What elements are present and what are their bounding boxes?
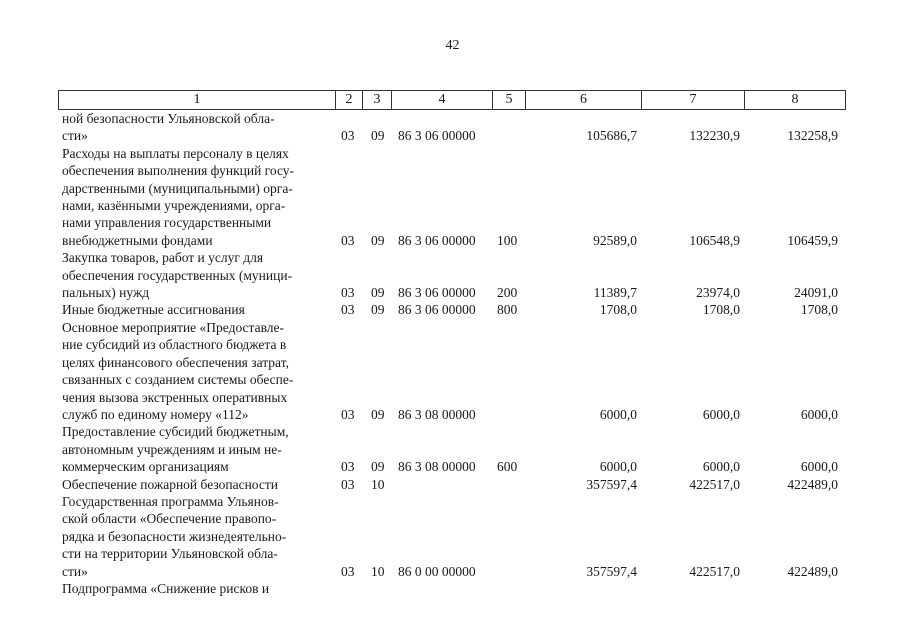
expense-type-code: 200 (497, 285, 518, 301)
header-cell-4: 4 (391, 90, 493, 110)
amount-col-6: 357597,4 (586, 563, 637, 579)
target-article-code: 86 3 06 00000 (398, 285, 476, 301)
amount-col-8: 422489,0 (787, 476, 838, 492)
amount-col-8: 6000,0 (800, 406, 838, 422)
amount-col-7: 6000,0 (702, 406, 740, 422)
description-line: Закупка товаров, работ и услуг для (62, 250, 264, 266)
section-code: 03 (341, 128, 355, 144)
amount-col-8: 106459,9 (787, 232, 838, 248)
description-line: Подпрограмма «Снижение рисков и (62, 580, 270, 596)
description-line: нами, казёнными учреждениями, орга- (62, 198, 286, 214)
amount-col-6: 6000,0 (599, 406, 637, 422)
description-line: Основное мероприятие «Предоставле- (62, 319, 285, 335)
header-cell-8: 8 (744, 90, 846, 110)
header-cell-1: 1 (58, 90, 336, 110)
table-row (0, 319, 905, 423)
amount-col-6: 6000,0 (599, 459, 637, 475)
table-row (0, 301, 905, 318)
description-line: внебюджетными фондами (62, 232, 213, 248)
section-code: 03 (341, 232, 355, 248)
table-row (0, 493, 905, 580)
expense-type-code: 100 (497, 232, 518, 248)
row-values (0, 284, 905, 301)
description-line: обеспечения выполнения функций госу- (62, 163, 295, 179)
amount-col-8: 24091,0 (794, 285, 838, 301)
table-row (0, 145, 905, 249)
header-cell-3: 3 (362, 90, 392, 110)
expense-type-code: 800 (497, 302, 518, 318)
row-values (0, 301, 905, 318)
header-cell-2: 2 (335, 90, 363, 110)
description-line: ской области «Обеспечение правопо- (62, 511, 277, 527)
description-line: чения вызова экстренных оперативных (62, 389, 288, 405)
amount-col-7: 106548,9 (689, 232, 740, 248)
table-body (0, 110, 905, 597)
amount-col-8: 6000,0 (800, 459, 838, 475)
amount-col-6: 11389,7 (593, 285, 637, 301)
amount-col-7: 422517,0 (689, 563, 740, 579)
amount-col-7: 422517,0 (689, 476, 740, 492)
description-line: дарственными (муниципальными) орга- (62, 180, 293, 196)
description-line: связанных с созданием системы обеспе- (62, 372, 294, 388)
subsection-code: 09 (371, 406, 385, 422)
row-values (0, 406, 905, 423)
row-values (0, 476, 905, 493)
description-line: автономным учреждениям и иным не- (62, 441, 282, 457)
header-cell-6: 6 (525, 90, 642, 110)
table-row (0, 110, 905, 145)
section-code: 03 (341, 459, 355, 475)
table-row (0, 476, 905, 493)
description-line: Расходы на выплаты персоналу в целях (62, 145, 289, 161)
amount-col-8: 1708,0 (800, 302, 838, 318)
description-line: сти» (62, 128, 88, 144)
section-code: 03 (341, 406, 355, 422)
amount-col-7: 1708,0 (702, 302, 740, 318)
row-values (0, 232, 905, 249)
description-line: служб по единому номеру «112» (62, 406, 249, 422)
row-values (0, 563, 905, 580)
subsection-code: 09 (371, 128, 385, 144)
amount-col-6: 357597,4 (586, 476, 637, 492)
subsection-code: 09 (371, 302, 385, 318)
row-values (0, 458, 905, 475)
description-line: ной безопасности Ульяновской обла- (62, 111, 275, 126)
target-article-code: 86 0 00 00000 (398, 563, 476, 579)
description-line: Предоставление субсидий бюджетным, (62, 424, 289, 440)
amount-col-8: 422489,0 (787, 563, 838, 579)
amount-col-7: 132230,9 (689, 128, 740, 144)
target-article-code: 86 3 06 00000 (398, 128, 476, 144)
section-code: 03 (341, 302, 355, 318)
description-line: обеспечения государственных (муници- (62, 267, 293, 283)
amount-col-6: 105686,7 (586, 128, 637, 144)
description-line: сти» (62, 563, 88, 579)
amount-col-6: 1708,0 (599, 302, 637, 318)
expense-type-code: 600 (497, 459, 518, 475)
row-values (0, 127, 905, 144)
description-line: сти на территории Ульяновской обла- (62, 546, 278, 562)
subsection-code: 10 (371, 476, 385, 492)
description-line: коммерческим организациям (62, 459, 229, 475)
description-line: ние субсидий из областного бюджета в (62, 337, 287, 353)
description-line: целях финансового обеспечения затрат, (62, 354, 289, 370)
subsection-code: 10 (371, 563, 385, 579)
subsection-code: 09 (371, 232, 385, 248)
description-line: рядка и безопасности жизнедеятельно- (62, 528, 287, 544)
amount-col-8: 132258,9 (787, 128, 838, 144)
amount-col-7: 6000,0 (702, 459, 740, 475)
target-article-code: 86 3 06 00000 (398, 302, 476, 318)
target-article-code: 86 3 08 00000 (398, 459, 476, 475)
row-values (0, 580, 905, 597)
subsection-code: 09 (371, 285, 385, 301)
subsection-code: 09 (371, 459, 385, 475)
description-line: Обеспечение пожарной безопасности (62, 476, 279, 492)
amount-col-6: 92589,0 (593, 232, 637, 248)
section-code: 03 (341, 285, 355, 301)
description-line: Государственная программа Ульянов- (62, 493, 279, 509)
section-code: 03 (341, 476, 355, 492)
table-row (0, 423, 905, 475)
header-cell-5: 5 (492, 90, 526, 110)
target-article-code: 86 3 06 00000 (398, 232, 476, 248)
amount-col-7: 23974,0 (696, 285, 740, 301)
description-line: пальных) нужд (62, 285, 150, 301)
header-cell-7: 7 (641, 90, 745, 110)
section-code: 03 (341, 563, 355, 579)
description-line: Иные бюджетные ассигнования (62, 302, 245, 318)
description-line: нами управления государственными (62, 215, 272, 231)
page-number: 42 (445, 38, 460, 53)
table-row (0, 580, 905, 597)
table-row (0, 249, 905, 301)
target-article-code: 86 3 08 00000 (398, 406, 476, 422)
